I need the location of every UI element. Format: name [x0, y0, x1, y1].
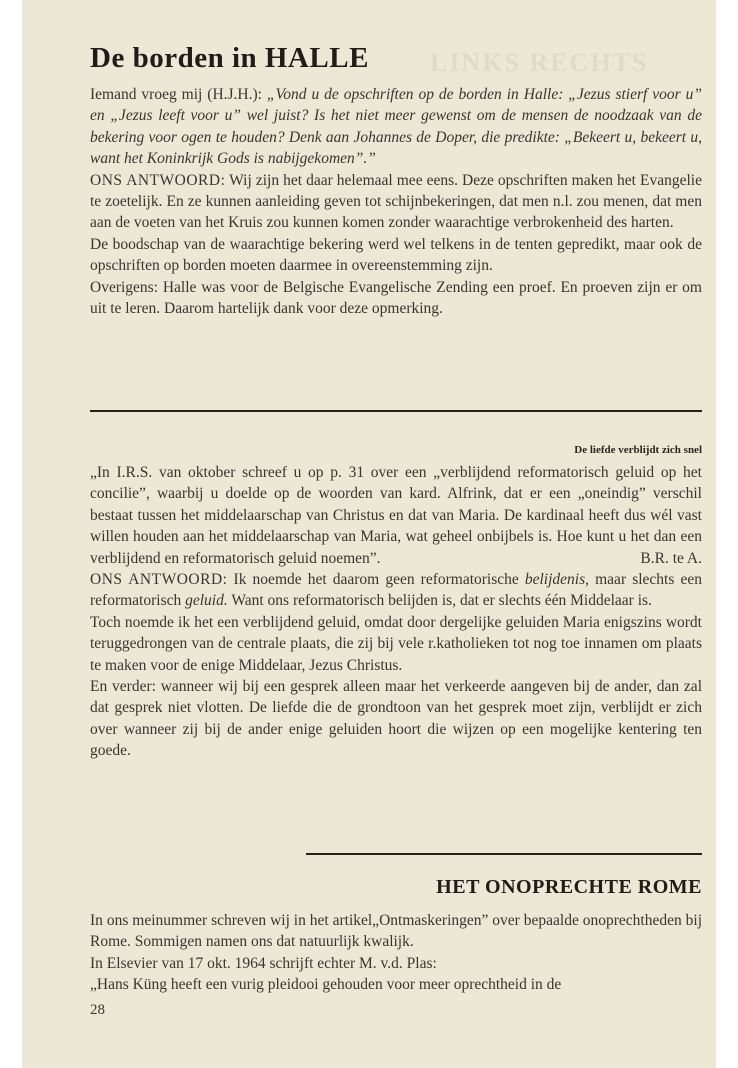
answer-paragraph: ONS ANTWOORD: Ik noemde het daarom geen reformatorische belijdenis, maar slechts een reformatorisch geluid. Want ons reformatorisch belijden is, dat er slechts één Middelaar is. [90, 571, 702, 610]
article-halle-body [90, 84, 702, 319]
page-number: 28 [90, 1002, 105, 1018]
answer-paragraph: ONS ANTWOORD: Wij zijn het daar helemaal mee eens. Deze opschriften maken het Evangelie te zoetelijk. En ze kunnen aanleiding geven tot schijnbekeringen, dat men n.l. zou menen, dat men aan de voeten van het Kruis zou kunnen komen zonder waarachtige verbrokenheid des harten. [90, 171, 702, 232]
question-quote: „Vond u de opschriften op de borden in Halle: „Jezus stierf voor u” en „Jezus leeft voor u” wel juist? Is het niet meer gewenst om de mensen de noodzaak van de bekering voor ogen te houden? Denk aan Johannes de Doper, die predikte: „Bekeert u, bekeert u, want het Koninkrijk Gods is nabijgekomen”.” [90, 86, 702, 168]
paragraph: De boodschap van de waarachtige bekering werd wel telkens in de tenten gepredikt, maar ook de opschriften op borden moeten daarmee in overeenstemming zijn. [90, 235, 702, 275]
section-divider [90, 410, 702, 412]
reader-letter: „In I.R.S. van oktober schreef u op p. 31 over een „verblijdend reformatorisch geluid op het concilie”, waarbij u doelde op de woorden van kard. Alfrink, dat er een „oneindig” verschil bestaat tussen het middelaarschap van Christus en dat van Maria. De kardinaal heeft dus wél vast willen houden aan het middelaarschap van Maria, wat geheel onbijbels is. Hoe kunt u het dan een verblijdend en reformatorisch geluid noemen”. B.R. te A. [90, 462, 702, 569]
answer-label: ONS ANTWOORD: [90, 571, 228, 589]
section-subheading: De liefde verblijdt zich snel [574, 444, 702, 456]
paragraph: En verder: wanneer wij bij een gesprek alleen maar het verkeerde aangeven bij de ander, dan zal dat gesprek niet vlotten. De liefde die de grondtoon van het gesprek moet zijn, verblijdt er zich over wanneer zij bij de ander enige geluiden hoort die wijzen op een mogelijke kentering ten goede. [90, 678, 702, 760]
answer-label: ONS ANTWOORD: [90, 171, 226, 189]
section-divider [306, 853, 702, 855]
paragraph: Toch noemde ik het een verblijdend geluid, omdat door dergelijke geluiden Maria enigszins wordt teruggedrongen van de centrale plaats, die zij bij vele r.katholieken tot nog toe innamen om plaats te maken voor de enige Middelaar, Jezus Christus. [90, 613, 702, 674]
article-rome-body [90, 910, 702, 996]
paragraph: Overigens: Halle was voor de Belgische Evangelische Zending een proef. En proeven zijn er om uit te leren. Daarom hartelijk dank voor deze opmerking. [90, 278, 702, 318]
question-paragraph: Iemand vroeg mij (H.J.H.): „Vond u de opschriften op de borden in Halle: „Jezus stierf voor u” en „Jezus leeft voor u” wel juist? Is het niet meer gewenst om de mensen de noodzaak van de bekering voor ogen te houden? Denk aan Johannes de Doper, die predikte: „Bekeert u, bekeert u, want het Koninkrijk Gods is nabijgekomen”.” [90, 86, 702, 168]
article-title-halle: De borden in HALLE [90, 42, 369, 74]
letter-signature: B.R. te A. [640, 549, 702, 567]
paragraph: In ons meinummer schreven wij in het artikel„Ontmaskeringen” over bepaalde onoprechtheden bij Rome. Sommigen namen ons dat natuurlijk kwalijk. [90, 912, 702, 951]
article-title-rome: HET ONOPRECHTE ROME [436, 876, 702, 898]
bleed-through-text: LINKS RECHTS [430, 48, 649, 77]
paragraph: In Elsevier van 17 okt. 1964 schrijft echter M. v.d. Plas: [90, 954, 437, 972]
paragraph: „Hans Küng heeft een vurig pleidooi gehouden voor meer oprechtheid in de [90, 976, 562, 994]
article-liefde-body [90, 462, 702, 762]
page [22, 0, 716, 1068]
